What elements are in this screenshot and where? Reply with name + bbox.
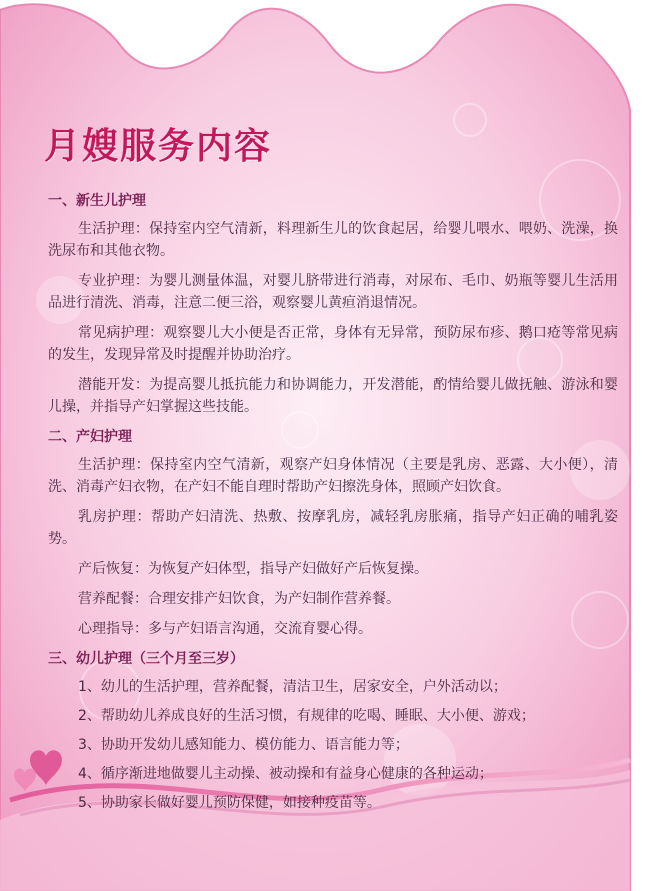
list-item: 2、帮助幼儿养成良好的生活习惯，有规律的吃喝、睡眠、大小便、游戏； xyxy=(78,708,535,724)
list-item: 3、协助开发幼儿感知能力、模仿能力、语言能力等； xyxy=(78,737,409,753)
paragraph: 心理指导：多与产妇语言沟通，交流育婴心得。 xyxy=(78,621,372,637)
list-item: 1、幼儿的生活护理，营养配餐，清洁卫生，居家安全，户外活动以； xyxy=(78,679,507,695)
service-content xyxy=(48,188,618,821)
paragraph: 常见病护理：观察婴儿大小便是否正常，身体有无异常，预防尿布疹、鹅口疮等常见病的发生，发现异常及时提醒并协助治疗。 xyxy=(48,325,618,363)
section-heading-maternal-care: 二、产妇护理 xyxy=(48,429,132,445)
section-heading-newborn-care: 一、新生儿护理 xyxy=(48,193,146,209)
page-title: 月嫂服务内容 xyxy=(44,126,273,167)
paragraph: 营养配餐：合理安排产妇饮食，为产妇制作营养餐。 xyxy=(78,591,400,607)
paragraph: 产后恢复：为恢复产妇体型，指导产妇做好产后恢复操。 xyxy=(78,561,428,577)
paragraph: 生活护理：保持室内空气清新，观察产妇身体情况（主要是乳房、恶露、大小便），清洗、消毒产妇衣物，在产妇不能自理时帮助产妇擦洗身体，照顾产妇饮食。 xyxy=(48,457,618,495)
list-item: 4、循序渐进地做婴儿主动操、被动操和有益身心健康的各种运动； xyxy=(78,766,493,782)
paragraph: 专业护理：为婴儿测量体温，对婴儿脐带进行消毒，对尿布、毛巾、奶瓶等婴儿生活用品进行清洗、消毒，注意二便三浴，观察婴儿黄疸消退情况。 xyxy=(48,273,618,311)
paragraph: 乳房护理：帮助产妇清洗、热敷、按摩乳房，减轻乳房胀痛，指导产妇正确的哺乳姿势。 xyxy=(48,509,618,547)
list-item: 5、协助家长做好婴儿预防保健，如接种疫苗等。 xyxy=(78,795,381,811)
paragraph: 生活护理：保持室内空气清新，料理新生儿的饮食起居，给婴儿喂水、喂奶、洗澡，换洗尿布和其他衣物。 xyxy=(48,221,618,259)
section-heading-toddler-care: 三、幼儿护理（三个月至三岁） xyxy=(48,651,244,667)
paragraph: 潜能开发：为提高婴儿抵抗能力和协调能力，开发潜能，酌情给婴儿做抚触、游泳和婴儿操，并指导产妇掌握这些技能。 xyxy=(48,377,618,415)
